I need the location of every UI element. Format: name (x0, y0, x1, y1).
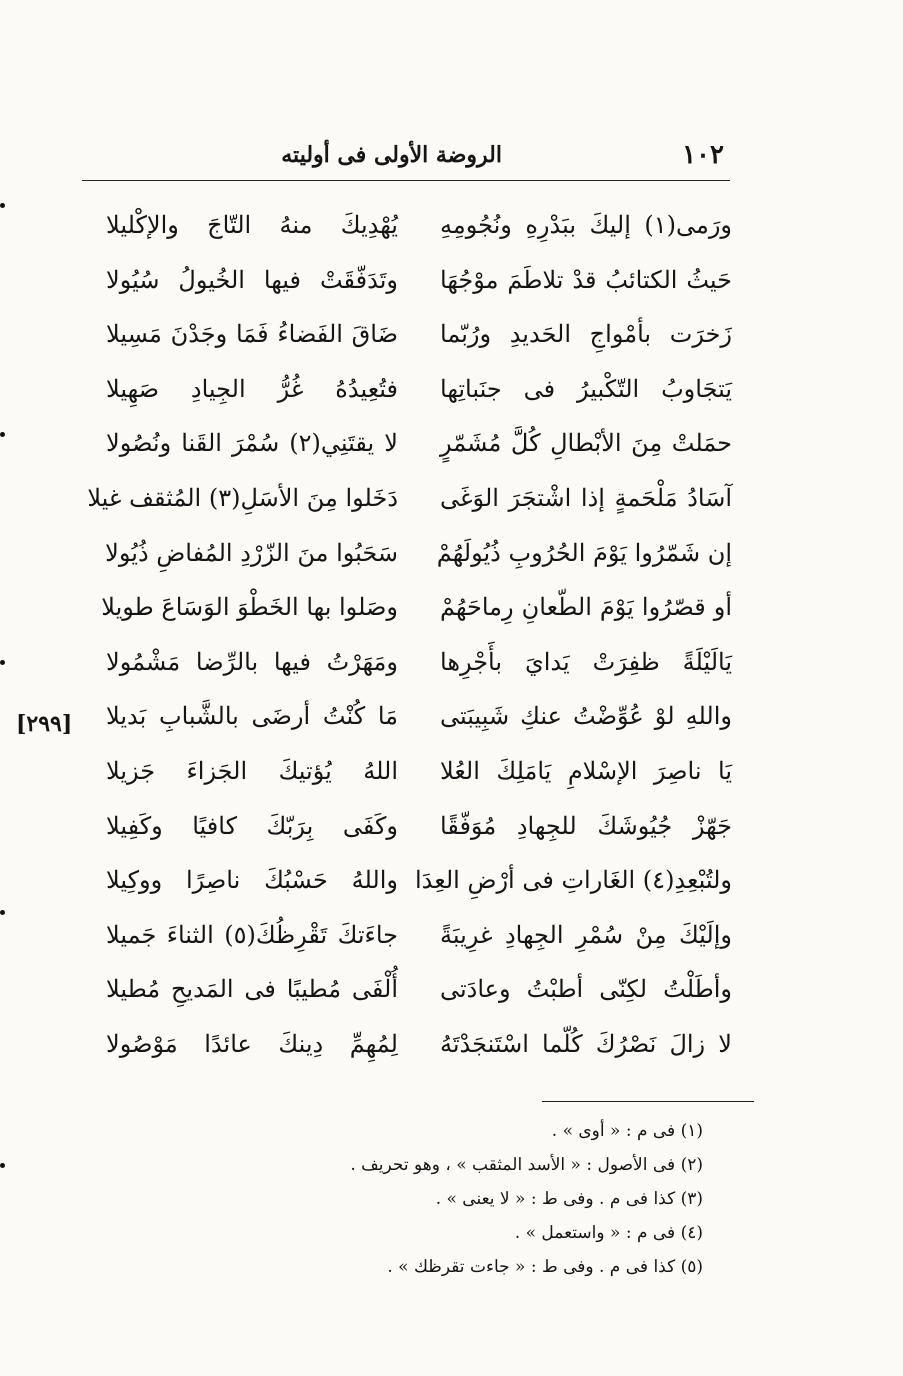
first-hemistich: وأطَلْتُ لكِنّى أطبْتُ وعادَتى (440, 975, 732, 1004)
footnotes (263, 1114, 703, 1284)
footnote: (٣) كذا فى م . وفى ط : « لا يعنى » . (435, 1189, 703, 1209)
verse-line (100, 962, 732, 1017)
first-hemistich: ولتُبْعِدِ(٤) الغَاراتِ فى أرْضِ العِدَا (414, 866, 732, 895)
verse-line (100, 198, 732, 253)
first-hemistich: جَهّزْ جُيُوشَكَ للجِهادِ مُوَفّقًا (440, 811, 732, 840)
second-hemistich: واللهُ حَسْبُكَ ناصِرًا ووكِيلا (106, 866, 398, 895)
first-hemistich: يَالَيْلَةً ظفِرَتْ يَدايَ بأَجْرِها (440, 647, 732, 676)
verse-line (100, 908, 732, 963)
second-hemistich: دَخَلوا مِنَ الأسَلِ(٣) المُثقف غيلا (87, 483, 398, 512)
verse-line (100, 1017, 732, 1072)
second-hemistich: فتُعِيدُهُ غُرُّ الجِيادِ صَهِيلا (106, 374, 398, 403)
second-hemistich: ضَاقَ الفَضاءُ فَمَا وجَدْنَ مَسِيلا (106, 320, 398, 349)
first-hemistich: وإلَيْكَ مِنْ سُمْرِ الجِهادِ غرِيبَةً (440, 920, 732, 949)
running-title: الروضة الأولى فى أوليته (281, 142, 502, 168)
verse-line (100, 416, 732, 471)
first-hemistich: لا زالَ نَصْرُكَ كُلّما اسْتَنجَدْتَهُ (440, 1029, 732, 1058)
first-hemistich: واللهِ لوْ عُوِّضْتُ عنكِ شَبِيبَتى (440, 702, 732, 731)
first-hemistich: يَتجَاوبُ التّكْبيرُ فى جنَباتِها (440, 374, 732, 403)
second-hemistich: وكَفَى بِرَبّكَ كافيًا وكَفِيلا (106, 811, 398, 840)
second-hemistich: اللهُ يُؤتيكَ الجَزاءَ جَزيلا (106, 756, 398, 785)
first-hemistich: أو قصّرُوا يَوْمَ الطّعانِ رِماحَهُمْ (440, 593, 732, 622)
footnote: (٤) فى م : « واستعمل » . (514, 1223, 703, 1243)
second-hemistich: سَحَبُوا منَ الزّرْدِ المُفاضِ ذُيُولا (105, 538, 398, 567)
first-hemistich: حمَلتْ مِنَ الأبْطالِ كُلَّ مُشَمّرٍ (440, 429, 732, 458)
first-hemistich: آسَادُ مَلْحَمةٍ إذا اشْتجَرَ الوَغَى (440, 483, 732, 512)
second-hemistich: يُهْدِيكَ منهُ التّاجَ والإكْليلا (106, 211, 398, 239)
first-hemistich: إن شَمّرُوا يَوْمَ الحُرُوبِ ذُيُولَهُمْ (436, 538, 732, 567)
verse-line (100, 689, 732, 744)
second-hemistich: أُلْفَى مُطيبًا فى المَديحِ مُطيلا (106, 975, 398, 1004)
first-hemistich: زَخرَت بأمْواجِ الحَديدِ ورُبّما (440, 320, 732, 349)
verse-line (100, 362, 732, 417)
scan-edge-mark (0, 910, 5, 915)
scan-edge-mark (0, 432, 5, 437)
verse-line (100, 580, 732, 635)
verse-line (100, 253, 732, 308)
footnote: (٢) فى الأصول : « الأسد المثقب » ، وهو تحريف . (350, 1155, 703, 1175)
footnote: (٥) كذا فى م . وفى ط : « جاءت تقرظك » . (387, 1257, 703, 1277)
verse-line (100, 635, 732, 690)
verse-line (100, 526, 732, 581)
scan-edge-mark (0, 660, 5, 665)
footnote: (١) فى م : « أوى » . (551, 1121, 703, 1141)
scan-edge-mark (0, 1163, 5, 1168)
verse-line (100, 853, 732, 908)
margin-page-reference: [٢٩٩] (16, 711, 73, 737)
second-hemistich: جاءَتكَ تَقْرِظُكَ(٥) الثناءَ جَميلا (106, 920, 398, 949)
poem (87, 198, 732, 1072)
footnote-divider (542, 1101, 754, 1102)
second-hemistich: وتَدَفّقَتْ فيها الخُيولُ سُيُولا (106, 265, 398, 294)
second-hemistich: لا يقتَنِي(٢) سُمْرَ القَنا ونُصُولا (106, 429, 398, 458)
second-hemistich: وصَلوا بها الخَطْوَ الوَسَاعَ طويلا (101, 593, 398, 622)
page-number: ١٠٢ (682, 140, 724, 170)
second-hemistich: ومَهَرْتُ فيها بالرِّضا مَشْمُولا (106, 647, 398, 676)
second-hemistich: لِمُهِمِّ دِينكَ عائدًا مَوْصُولا (106, 1029, 398, 1058)
page-header (82, 140, 730, 181)
verse-line (87, 471, 732, 526)
verse-line (100, 744, 732, 799)
second-hemistich: مَا كُنْتُ أرضَى بالشَّبابِ بَديلا (106, 702, 398, 731)
first-hemistich: ورَمى(١) إليكَ ببَدْرِهِ ونُجُومِهِ (440, 211, 732, 239)
first-hemistich: حَيثُ الكتائبُ قدْ تلاطَمَ موْجُهَا (440, 265, 732, 294)
verse-line (100, 799, 732, 854)
first-hemistich: يَا ناصِرَ الإسْلامِ يَامَلِكَ العُلا (440, 756, 732, 785)
verse-line (100, 307, 732, 362)
scan-edge-mark (0, 203, 5, 208)
